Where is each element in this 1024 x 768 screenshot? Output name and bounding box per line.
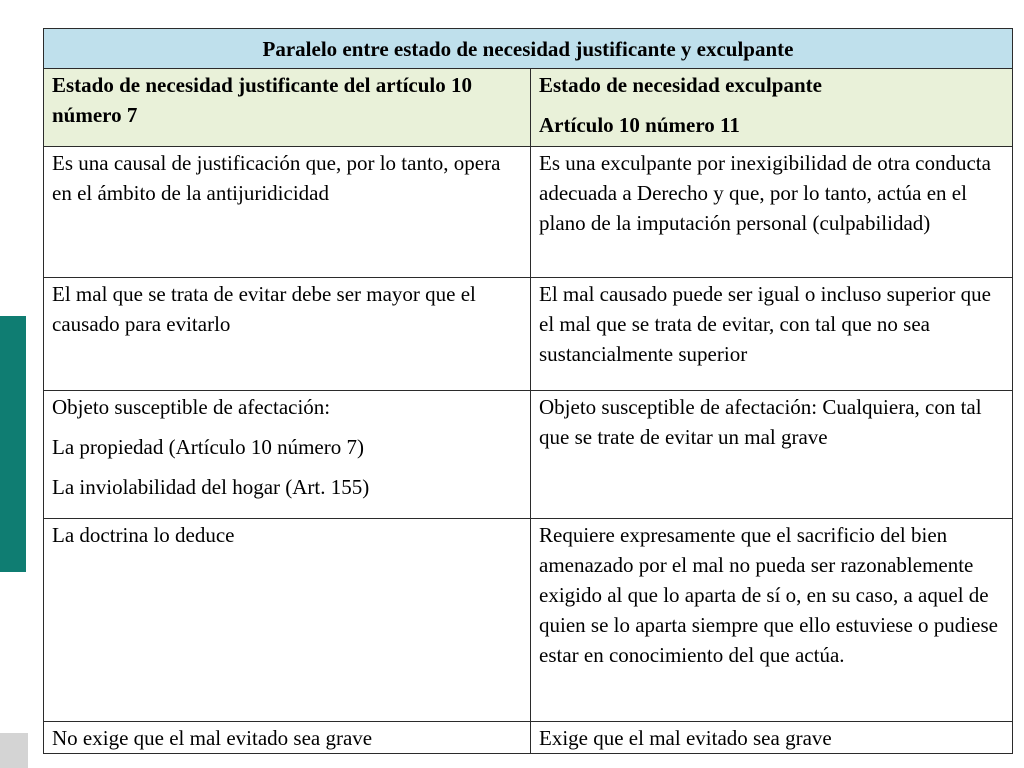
row-2-left: El mal que se trata de evitar debe ser mayor que el causado para evitarlo	[44, 278, 531, 391]
side-gray-square	[0, 733, 28, 768]
row-3-left	[44, 391, 531, 519]
header-right	[531, 69, 1013, 147]
comparison-table	[43, 28, 1013, 754]
header-left	[44, 69, 531, 147]
header-right-line1: Estado de necesidad exculpante	[539, 73, 822, 97]
title-row	[44, 29, 1013, 69]
row-4-left: La doctrina lo deduce	[44, 519, 531, 722]
table-row	[44, 278, 1013, 391]
row-3-left-line2: La propiedad (Artículo 10 número 7)	[52, 435, 364, 459]
row-3-left-line1: Objeto susceptible de afectación:	[52, 395, 331, 419]
header-left-text: Estado de necesidad justificante del artículo 10 número 7	[52, 73, 472, 127]
row-4-right: Requiere expresamente que el sacrificio del bien amenazado por el mal no pueda ser razonablemente exigido al que lo aparta de sí o, en su caso, a aquel de quien se lo aparta siempre que ello estuviese o pudiese estar en conocimiento del que actúa.	[531, 519, 1013, 722]
table-title: Paralelo entre estado de necesidad justificante y exculpante	[44, 29, 1013, 69]
row-3-left-line3: La inviolabilidad del hogar (Art. 155)	[52, 475, 370, 499]
header-right-line2: Artículo 10 número 11	[539, 113, 740, 137]
row-5-left: No exige que el mal evitado sea grave	[44, 722, 531, 754]
row-2-right: El mal causado puede ser igual o incluso superior que el mal que se trata de evitar, con tal que no sea sustancialmente superior	[531, 278, 1013, 391]
table-row	[44, 722, 1013, 754]
table-row	[44, 147, 1013, 278]
row-1-left: Es una causal de justificación que, por lo tanto, opera en el ámbito de la antijuridicidad	[44, 147, 531, 278]
row-1-right: Es una exculpante por inexigibilidad de otra conducta adecuada a Derecho y que, por lo tanto, actúa en el plano de la imputación personal (culpabilidad)	[531, 147, 1013, 278]
header-row	[44, 69, 1013, 147]
row-5-right: Exige que el mal evitado sea grave	[531, 722, 1013, 754]
row-3-right: Objeto susceptible de afectación: Cualquiera, con tal que se trate de evitar un mal grave	[531, 391, 1013, 519]
side-accent-bar	[0, 316, 26, 572]
table-row	[44, 519, 1013, 722]
table-row	[44, 391, 1013, 519]
